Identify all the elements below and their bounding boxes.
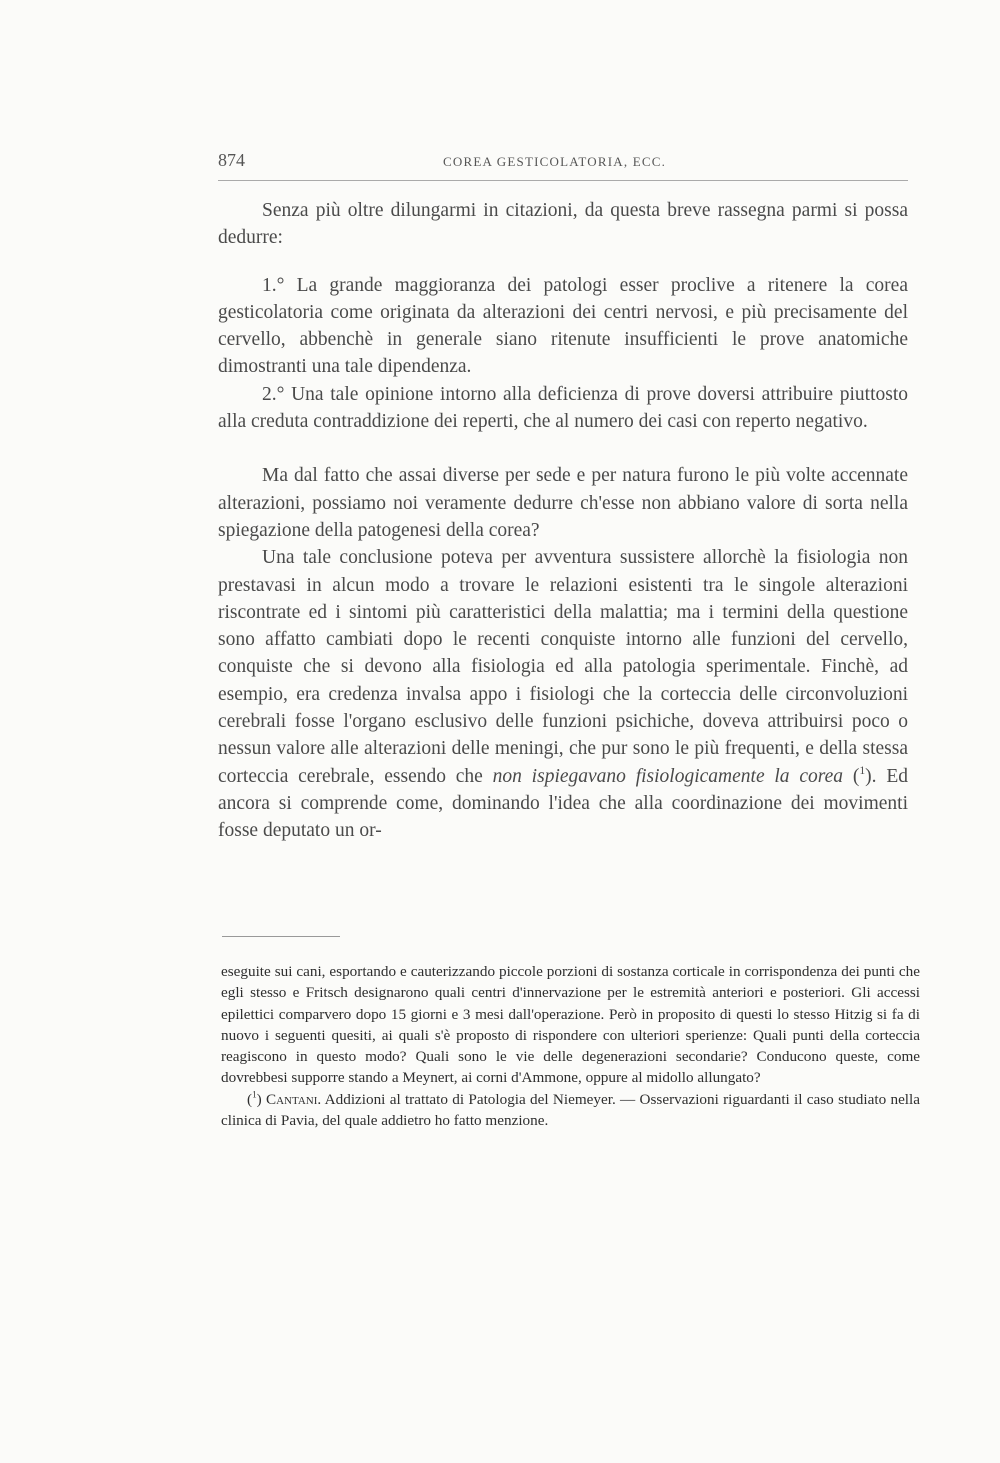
paragraph-conclusion	[218, 544, 908, 844]
italic-quote: non ispiegavano fisiologicamente la corea	[492, 765, 844, 787]
main-text	[218, 197, 908, 845]
running-head	[218, 150, 908, 174]
running-title: COREA GESTICOLATORIA, ECC.	[443, 154, 667, 169]
page-number: 874	[218, 150, 245, 170]
footnote-marker-open: (	[247, 1090, 253, 1108]
paragraph-point-1: 1.° La grande maggioranza dei patologi esser proclive a ritenere la corea gesticolatoria come originata da alterazioni dei centri nervosi, e più precisamente del cervello, abbenchè in generale siano ritenute insufficienti le prove anatomiche dimostranti una tale dipendenza.	[218, 274, 908, 378]
footnote-marker-number: 1	[252, 1089, 257, 1100]
paragraph-text-start: Una tale conclusione poteva per avventura sussistere allorchè la fisiologia non prestavasi in alcun modo a trovare le relazioni esistenti tra le singole alterazioni riscontrate ed i sintomi più caratteristici della malattia; ma i termini della questione sono affatto cambiati dopo le recenti conquiste intorno alle funzioni del cervello, conquiste che si devono alla fisiologia ed alla patologia sperimentale. Finchè, ad esempio, era credenza invalsa appo i fisiologi che la corteccia delle circonvoluzioni cerebrali fosse l'organo esclusivo delle funzioni psichiche, doveva attribuirsi poco o nessun valore alle alterazioni delle meningi, che pur sono le più frequenti, e della stessa corteccia cerebrale, essendo che	[218, 547, 908, 787]
footnote-marker-close: )	[256, 1090, 266, 1108]
paragraph-point-2: 2.° Una tale opinione intorno alla deficienza di prove doversi attribuire piuttosto alla creduta contraddizione dei reperti, che al numero dei casi con reperto negativo.	[218, 383, 908, 433]
footnote-1	[221, 1089, 920, 1132]
paragraph-question: Ma dal fatto che assai diverse per sede e per natura furono le più volte accennate alterazioni, possiamo noi veramente dedurre ch'esse non abbiano valore di sorta nella spiegazione della patogenesi della corea?	[218, 465, 908, 541]
footnote-continued: eseguite sui cani, esportando e cauterizzando piccole porzioni di sostanza corticale in corrispondenza dei punti che egli stesso e Fritsch designarono quali centri d'innervazione per le estremità anteriori e posteriori. Gli accessi epilettici comparvero dopo 15 giorni e 3 mesi dall'operazione. Però in proposito di questi lo stesso Hitzig si fa di nuovo i seguenti quesiti, ai quali s'è proposto di rispondere con ulteriori sperienze: Quali punti della corteccia reagiscono in questo modo? Quali sono le vie delle degenerazioni secondarie? Conducono queste, come dovrebbesi supporre stando a Meynert, ai corni d'Ammone, oppure al midollo allungato?	[221, 963, 920, 1087]
paragraph-text-space: (	[843, 765, 860, 787]
header-rule	[218, 180, 908, 181]
footnote-rule	[222, 936, 340, 937]
footnote-text: . Addizioni al trattato di Patologia del Niemeyer. — Osservazioni riguardanti il caso studiato nella clinica di Pavia, del quale addietro ho fatto menzione.	[221, 1090, 920, 1130]
footnotes	[221, 961, 920, 1131]
footnote-author: Cantani	[265, 1090, 318, 1108]
paragraph-text-end: ). Ed ancora si comprende come, dominando l'idea che alla coordinazione dei movimenti fosse deputato un or-	[218, 765, 908, 842]
footnote-reference: 1	[859, 763, 866, 777]
paragraph-intro: Senza più oltre dilungarmi in citazioni, da questa breve rassegna parmi si possa dedurre:	[218, 200, 908, 249]
